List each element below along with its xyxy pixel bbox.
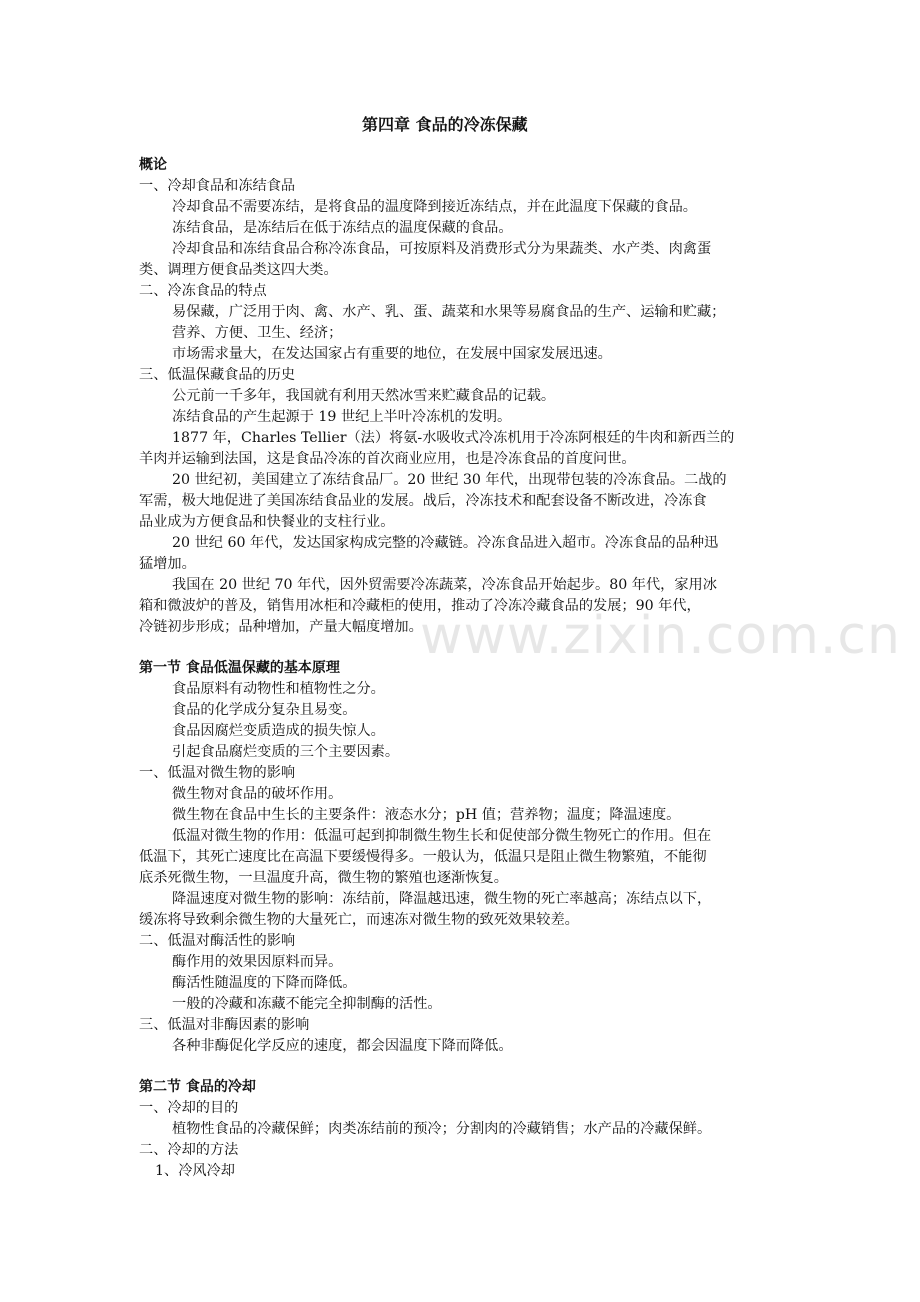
paragraph-line: 低温对微生物的作用：低温可起到抑制微生物生长和促使部分微生物死亡的作用。但在	[172, 828, 712, 844]
section-heading-1: 第一节 食品低温保藏的基本原理	[139, 660, 340, 676]
paragraph-line: 公元前一千多年，我国就有利用天然冰雪来贮藏食品的记载。	[172, 388, 556, 404]
subheading: 一、低温对微生物的影响	[139, 765, 296, 781]
paragraph-line: 底杀死微生物，一旦温度升高，微生物的繁殖也逐渐恢复。	[139, 870, 508, 886]
paragraph-line: 冻结食品的产生起源于 19 世纪上半叶冷冻机的发明。	[172, 409, 512, 425]
paragraph-line: 冷却食品和冻结食品合称冷冻食品，可按原料及消费形式分为果蔬类、水产类、肉禽蛋	[172, 241, 712, 257]
subheading: 三、低温对非酶因素的影响	[139, 1017, 310, 1033]
paragraph-line: 酶作用的效果因原料而异。	[172, 954, 343, 970]
page-title: 第四章 食品的冷冻保藏	[362, 115, 528, 134]
paragraph-line: 酶活性随温度的下降而降低。	[172, 975, 357, 991]
subheading: 二、冷却的方法	[139, 1142, 239, 1158]
paragraph-line: 20 世纪 60 年代，发达国家构成完整的冷藏链。冷冻食品进入超市。冷冻食品的品种迅	[172, 535, 719, 551]
section-heading-2: 第二节 食品的冷却	[139, 1079, 256, 1095]
paragraph-line: 我国在 20 世纪 70 年代，因外贸需要冷冻蔬菜，冷冻食品开始起步。80 年代，家用冰	[172, 577, 717, 593]
paragraph-line: 食品的化学成分复杂且易变。	[172, 702, 357, 718]
paragraph-line: 冷链初步形成；品种增加，产量大幅度增加。	[139, 619, 423, 635]
paragraph-line: 1877 年，Charles Tellier（法）将氨-水吸收式冷冻机用于冷冻阿根廷的牛肉和新西兰的	[172, 430, 735, 446]
section-heading-intro: 概论	[139, 157, 167, 173]
paragraph-line: 各种非酶促化学反应的速度，都会因温度下降而降低。	[172, 1038, 513, 1054]
paragraph-line: 食品因腐烂变质造成的损失惊人。	[172, 723, 385, 739]
paragraph-line: 一般的冷藏和冻藏不能完全抑制酶的活性。	[172, 996, 442, 1012]
paragraph-line: 降温速度对微生物的影响：冻结前，降温越迅速，微生物的死亡率越高；冻结点以下，	[172, 891, 712, 907]
paragraph-line: 军需，极大地促进了美国冻结食品业的发展。战后，冷冻技术和配套设备不断改进，冷冻食	[139, 493, 707, 509]
paragraph-line: 食品原料有动物性和植物性之分。	[172, 681, 385, 697]
paragraph-line: 市场需求量大，在发达国家占有重要的地位，在发展中国家发展迅速。	[172, 346, 612, 362]
paragraph-line: 类、调理方便食品类这四大类。	[139, 262, 338, 278]
paragraph-line: 箱和微波炉的普及，销售用冰柜和冷藏柜的使用，推动了冷冻冷藏食品的发展；90 年代，	[139, 598, 701, 614]
subheading: 二、冷冻食品的特点	[139, 283, 267, 299]
paragraph-line: 品业成为方便食品和快餐业的支柱行业。	[139, 514, 395, 530]
paragraph-line: 植物性食品的冷藏保鲜；肉类冻结前的预冷；分割肉的冷藏销售；水产品的冷藏保鲜。	[172, 1121, 712, 1137]
paragraph-line: 营养、方便、卫生、经济；	[172, 325, 343, 341]
paragraph-line: 20 世纪初，美国建立了冻结食品厂。20 世纪 30 年代，出现带包装的冷冻食品。二战的	[172, 472, 727, 488]
subheading: 二、低温对酶活性的影响	[139, 933, 296, 949]
paragraph-line: 冻结食品，是冻结后在低于冻结点的温度保藏的食品。	[172, 220, 513, 236]
paragraph-line: 低温下，其死亡速度比在高温下要缓慢得多。一般认为，低温只是阻止微生物繁殖，不能彻	[139, 849, 707, 865]
paragraph-line: 羊肉并运输到法国，这是食品冷冻的首次商业应用，也是冷冻食品的首度问世。	[139, 451, 636, 467]
subheading: 一、冷却食品和冻结食品	[139, 178, 296, 194]
paragraph-line: 微生物在食品中生长的主要条件：液态水分；pH 值；营养物；温度；降温速度。	[172, 807, 681, 823]
paragraph-line: 缓冻将导致剩余微生物的大量死亡，而速冻对微生物的致死效果较差。	[139, 912, 579, 928]
subheading: 一、冷却的目的	[139, 1100, 239, 1116]
paragraph-line: 猛增加。	[139, 556, 196, 572]
paragraph-line: 引起食品腐烂变质的三个主要因素。	[172, 744, 400, 760]
subheading: 1、冷风冷却	[155, 1163, 235, 1179]
paragraph-line: 易保藏，广泛用于肉、禽、水产、乳、蛋、蔬菜和水果等易腐食品的生产、运输和贮藏；	[172, 304, 726, 320]
paragraph-line: 微生物对食品的破坏作用。	[172, 786, 343, 802]
paragraph-line: 冷却食品不需要冻结，是将食品的温度降到接近冻结点，并在此温度下保藏的食品。	[172, 199, 697, 215]
subheading: 三、低温保藏食品的历史	[139, 367, 296, 383]
watermark: www.zixin.com.cn	[420, 606, 901, 666]
